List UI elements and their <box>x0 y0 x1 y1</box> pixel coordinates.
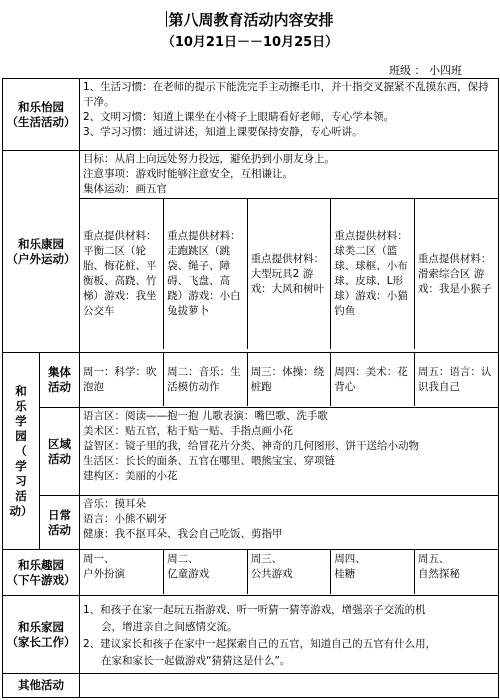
home-label: 和乐家园 （家长工作） <box>3 596 80 674</box>
study-area-row <box>3 408 499 496</box>
page-title: 第八周教育活动内容安排 <box>168 11 334 29</box>
group-item: 周一：科学：吹泡泡 <box>83 365 157 393</box>
zone-item: 重点提供材料：大型玩具2 游戏：大风和树叶 <box>247 199 331 349</box>
group-activity-content <box>80 353 499 408</box>
area-activity-content: 语言区：阅读——抱一抱 儿歌表演：嘴巴歌、洗手歌 美术区：贴五官，粘于贴一贴、手指点画小花 益智区：镜子里的我，给冒花片分类、神奇的几何图形、饼干送给小动物 生活区：长长的面条、五官在哪里、喂熊宝宝、穿项链 建构区：美丽的小花 <box>80 408 499 496</box>
group-item: 周五：语言：认识我自己 <box>414 353 498 406</box>
outdoor-group: 集体运动：画五官 <box>83 183 167 195</box>
area-activity-label: 区域 活动 <box>40 408 80 496</box>
afternoon-label: 和乐趣园 （下午游戏） <box>3 550 80 596</box>
other-label: 其他活动 <box>3 674 80 698</box>
afternoon-item: 周三、 公共游戏 <box>247 550 331 594</box>
group-item: 周二：音乐：生活模仿动作 <box>164 353 248 406</box>
group-item: 周三：体操：绕桩跑 <box>247 353 331 406</box>
afternoon-row <box>3 550 499 596</box>
zone-item: 重点提供材料：滑索综合区 游戏：我是小猴子 <box>414 199 498 349</box>
afternoon-item: 周五、 自然探秘 <box>414 550 498 594</box>
group-item: 周四：美术：花背心 <box>331 353 415 406</box>
afternoon-content <box>80 550 499 596</box>
study-label: 和 乐 学 园 （ 学 习 活 动） <box>3 353 40 550</box>
life-row <box>3 79 499 151</box>
outdoor-content <box>80 151 499 353</box>
afternoon-item: 周一、 户外扮演 <box>83 553 125 580</box>
class-info: 班级 ： 小四班 <box>389 64 462 77</box>
zone-item: 重点提供材料：走跑跳区（跳袋、绳子、障碍、飞盘、高跷）游戏：小白兔拔萝卜 <box>164 199 248 349</box>
daily-activity-label: 日常 活动 <box>40 496 80 550</box>
home-content: 1、和孩子在家一起玩五指游戏、听一听猜一猜等游戏，增强亲子交流的机 会，增进亲自之间感情交流。 2、建议家长和孩子在家中一起探索自己的五官，知道自己的五官有什么用， 在家和家长一起做游戏“猜猜这是什么”。 <box>80 596 499 674</box>
life-content: 1、生活习惯：在老师的提示下能洗完手主动擦毛巾，并十指交叉握紧不乱摸东西，保持干净。 2、文明习惯：知道上课坐在小椅子上眼睛看好老师，专心学本领。 3、学习习惯：通过讲述，知道上课要保持安静，专心听讲。 <box>80 79 499 151</box>
zone-item: 重点提供材料：平衡二区（轮胎、梅花桩、平衡板、高跷、竹梯）游戏：我坐公交车 <box>83 230 157 317</box>
life-label: 和乐怡园 （生活活动） <box>3 79 80 151</box>
schedule-table <box>2 78 499 698</box>
study-daily-row <box>3 496 499 550</box>
study-group-row <box>3 353 499 408</box>
outdoor-label: 和乐康园 （户外运动） <box>3 151 80 353</box>
other-row <box>3 674 499 698</box>
daily-activity-content: 音乐：摸耳朵 语言：小熊不刷牙 健康：我不抠耳朵、我会自己吃饭、剪指甲 <box>80 496 499 550</box>
afternoon-item: 周二、 亿童游戏 <box>164 550 248 594</box>
outdoor-notes: 注意事项：游戏时能够注意安全，互相谦让。 <box>83 168 293 180</box>
home-row <box>3 596 499 674</box>
afternoon-item: 周四、 桂糖 <box>331 550 415 594</box>
date-range: （10月21日－－10月25日） <box>161 35 339 50</box>
other-content <box>80 674 499 698</box>
outdoor-zones <box>80 199 498 349</box>
group-activity-label: 集体 活动 <box>40 353 80 408</box>
zone-item: 重点提供材料：球类二区（篮球、球框、小布球、皮球、L形球）游戏：小猫钓鱼 <box>331 199 415 349</box>
outdoor-goal: 目标：从肩上向远处努力投远，避免扔到小朋友身上。 <box>83 153 335 165</box>
outdoor-row <box>3 151 499 353</box>
